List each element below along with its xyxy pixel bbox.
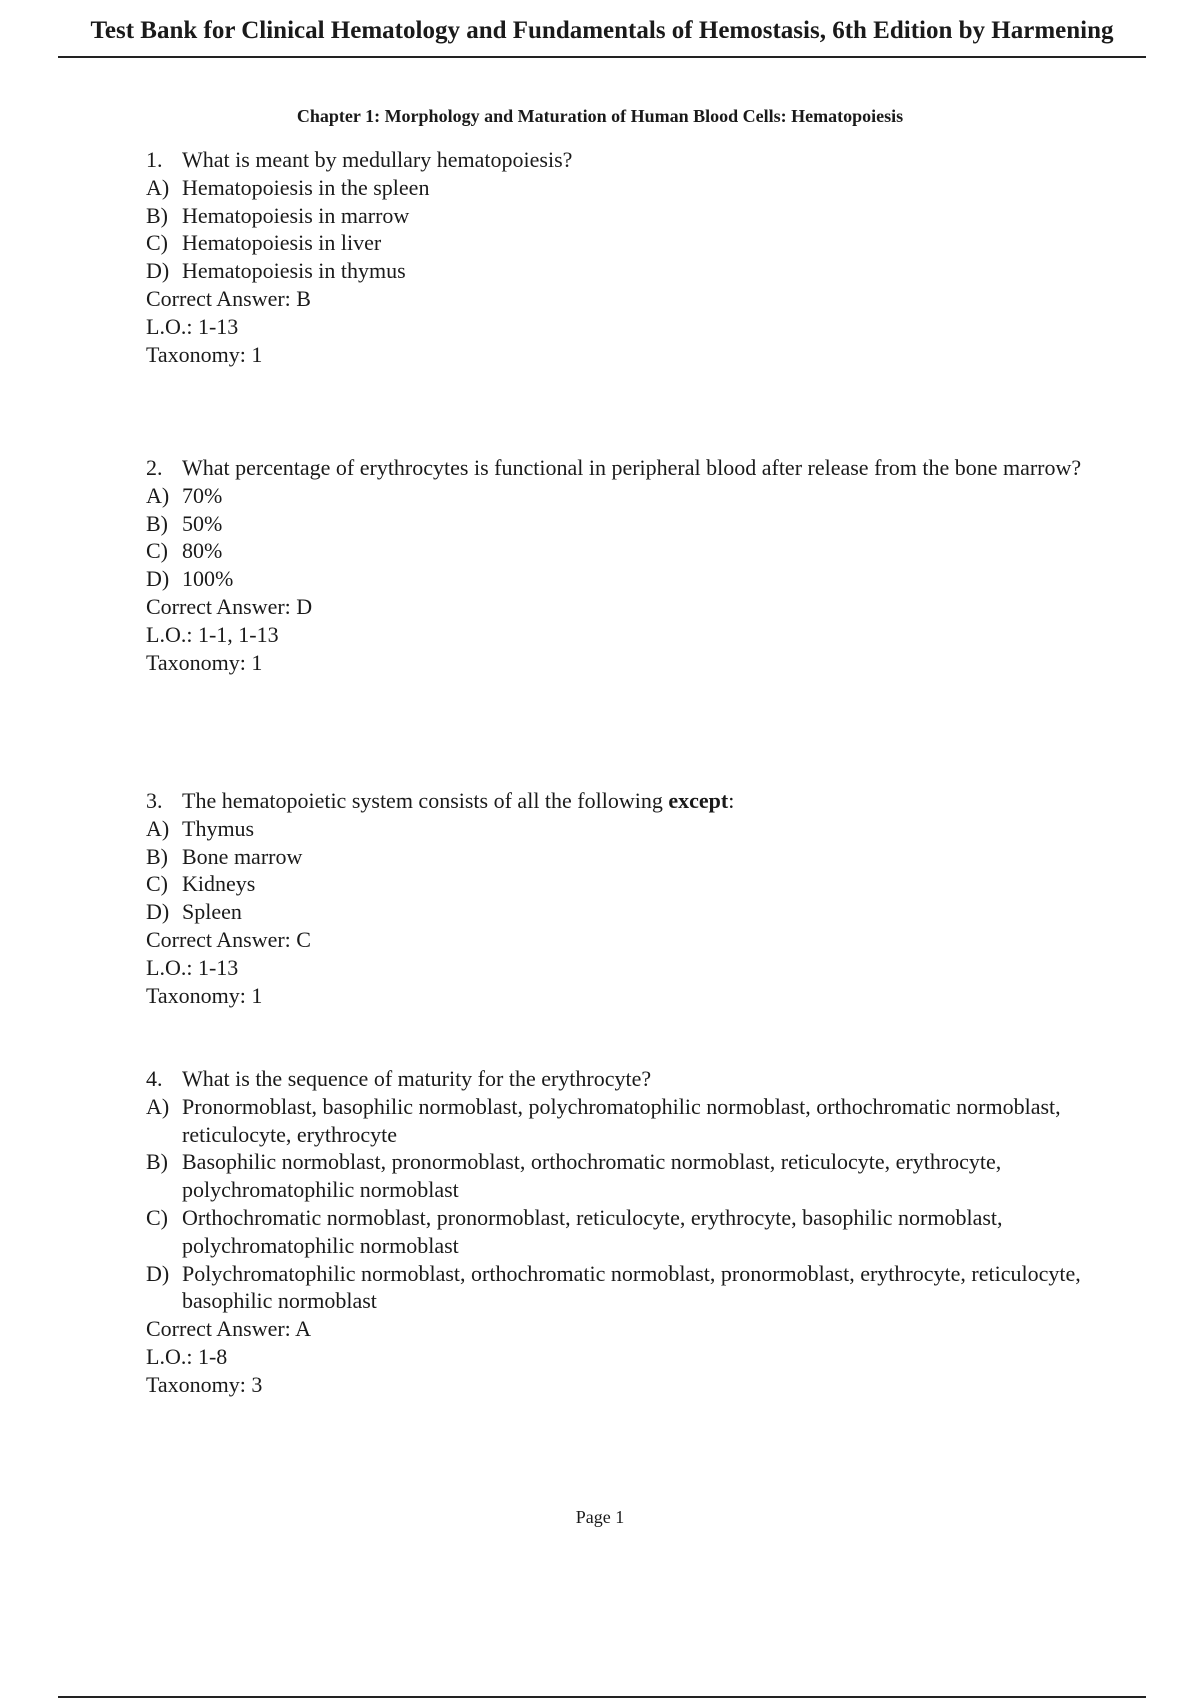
learning-objective: L.O.: 1-13 xyxy=(146,313,239,339)
option-d xyxy=(146,1260,1106,1316)
option-letter: D) xyxy=(146,899,170,925)
option-text: Hematopoiesis in liver xyxy=(182,230,382,256)
option-letter: B) xyxy=(146,510,168,536)
question-prompt xyxy=(182,787,1106,815)
correct-answer: Correct Answer: D xyxy=(146,593,313,619)
option-letter: C) xyxy=(146,230,168,256)
option-letter: A) xyxy=(146,1093,170,1119)
question-prompt: What is meant by medullary hematopoiesis? xyxy=(182,147,573,172)
chapter-title: Chapter 1: Morphology and Maturation of Human Blood Cells: Hematopoiesis xyxy=(296,106,904,126)
option-text: Spleen xyxy=(182,899,242,925)
option-text: Hematopoiesis in marrow xyxy=(182,202,410,228)
option-d xyxy=(146,898,1106,926)
option-a xyxy=(146,815,1106,843)
option-text: 80% xyxy=(182,538,223,564)
footer-divider xyxy=(58,1696,1146,1698)
option-a xyxy=(146,174,1106,202)
option-letter: B) xyxy=(146,202,168,228)
taxonomy: Taxonomy: 1 xyxy=(146,982,263,1008)
option-b xyxy=(146,843,1106,871)
question-2 xyxy=(146,454,1106,676)
option-text: Thymus xyxy=(182,815,255,841)
option-letter: D) xyxy=(146,258,170,284)
option-letter: B) xyxy=(146,1149,168,1175)
learning-objective: L.O.: 1-8 xyxy=(146,1343,228,1369)
learning-objective: L.O.: 1-13 xyxy=(146,954,239,980)
question-prompt-row xyxy=(146,454,1106,482)
option-b xyxy=(146,202,1106,230)
question-prompt: What is the sequence of maturity for the erythrocyte? xyxy=(182,1066,652,1091)
option-letter: A) xyxy=(146,482,170,508)
option-c xyxy=(146,1204,1106,1260)
taxonomy: Taxonomy: 1 xyxy=(146,341,263,367)
option-a xyxy=(146,1093,1106,1149)
question-prompt-row xyxy=(146,1065,1106,1093)
option-text: Hematopoiesis in thymus xyxy=(182,258,406,284)
option-d xyxy=(146,257,1106,285)
option-a xyxy=(146,482,1106,510)
option-letter: A) xyxy=(146,815,170,841)
option-c xyxy=(146,870,1106,898)
option-text: 50% xyxy=(182,510,223,536)
question-prompt-row xyxy=(146,146,1106,174)
option-letter: D) xyxy=(146,1260,170,1286)
option-d xyxy=(146,565,1106,593)
taxonomy: Taxonomy: 3 xyxy=(146,1371,263,1397)
option-letter: B) xyxy=(146,843,168,869)
prompt-punctuation: : xyxy=(728,788,735,813)
taxonomy: Taxonomy: 1 xyxy=(146,649,263,675)
option-letter: C) xyxy=(146,538,168,564)
question-number: 3. xyxy=(146,788,163,813)
option-text: Bone marrow xyxy=(182,843,303,869)
question-4 xyxy=(146,1065,1106,1399)
prompt-text: The hematopoietic system consists of all the following xyxy=(182,788,669,813)
option-letter: C) xyxy=(146,1204,168,1230)
option-text: 100% xyxy=(182,566,234,592)
question-3 xyxy=(146,787,1106,1009)
correct-answer: Correct Answer: C xyxy=(146,926,311,952)
option-text: 70% xyxy=(182,482,223,508)
option-text: Kidneys xyxy=(182,871,256,897)
option-c xyxy=(146,229,1106,257)
option-text: Hematopoiesis in the spleen xyxy=(182,174,430,200)
learning-objective: L.O.: 1-1, 1-13 xyxy=(146,621,279,647)
option-c xyxy=(146,537,1106,565)
question-prompt: What percentage of erythrocytes is functional in peripheral blood after release from the bone marrow? xyxy=(182,455,1082,480)
option-text: Pronormoblast, basophilic normoblast, polychromatophilic normoblast, orthochromatic normoblast, reticulocyte, erythrocyte xyxy=(182,1093,1061,1147)
question-number: 4. xyxy=(146,1066,163,1091)
question-1 xyxy=(146,146,1106,368)
correct-answer: Correct Answer: A xyxy=(146,1316,311,1342)
document-header-title: Test Bank for Clinical Hematology and Fundamentals of Hemostasis, 6th Edition by Harmening xyxy=(90,17,1114,44)
question-prompt-row xyxy=(146,787,1106,815)
option-letter: A) xyxy=(146,174,170,200)
option-b xyxy=(146,1148,1106,1204)
correct-answer: Correct Answer: B xyxy=(146,285,311,311)
option-b xyxy=(146,510,1106,538)
header-divider xyxy=(58,56,1146,58)
option-text: Orthochromatic normoblast, pronormoblast, reticulocyte, erythrocyte, basophilic normoblast, polychromatophilic normoblast xyxy=(182,1204,1003,1258)
page-number: Page 1 xyxy=(575,1507,625,1527)
option-text: Basophilic normoblast, pronormoblast, orthochromatic normoblast, reticulocyte, erythrocyte, polychromatophilic normoblast xyxy=(182,1149,1002,1203)
option-text: Polychromatophilic normoblast, orthochromatic normoblast, pronormoblast, erythrocyte, reticulocyte, basophilic normoblast xyxy=(182,1260,1081,1314)
question-number: 2. xyxy=(146,455,163,480)
option-letter: C) xyxy=(146,871,168,897)
prompt-emphasis: except xyxy=(668,788,729,813)
question-number: 1. xyxy=(146,147,163,172)
option-letter: D) xyxy=(146,566,170,592)
